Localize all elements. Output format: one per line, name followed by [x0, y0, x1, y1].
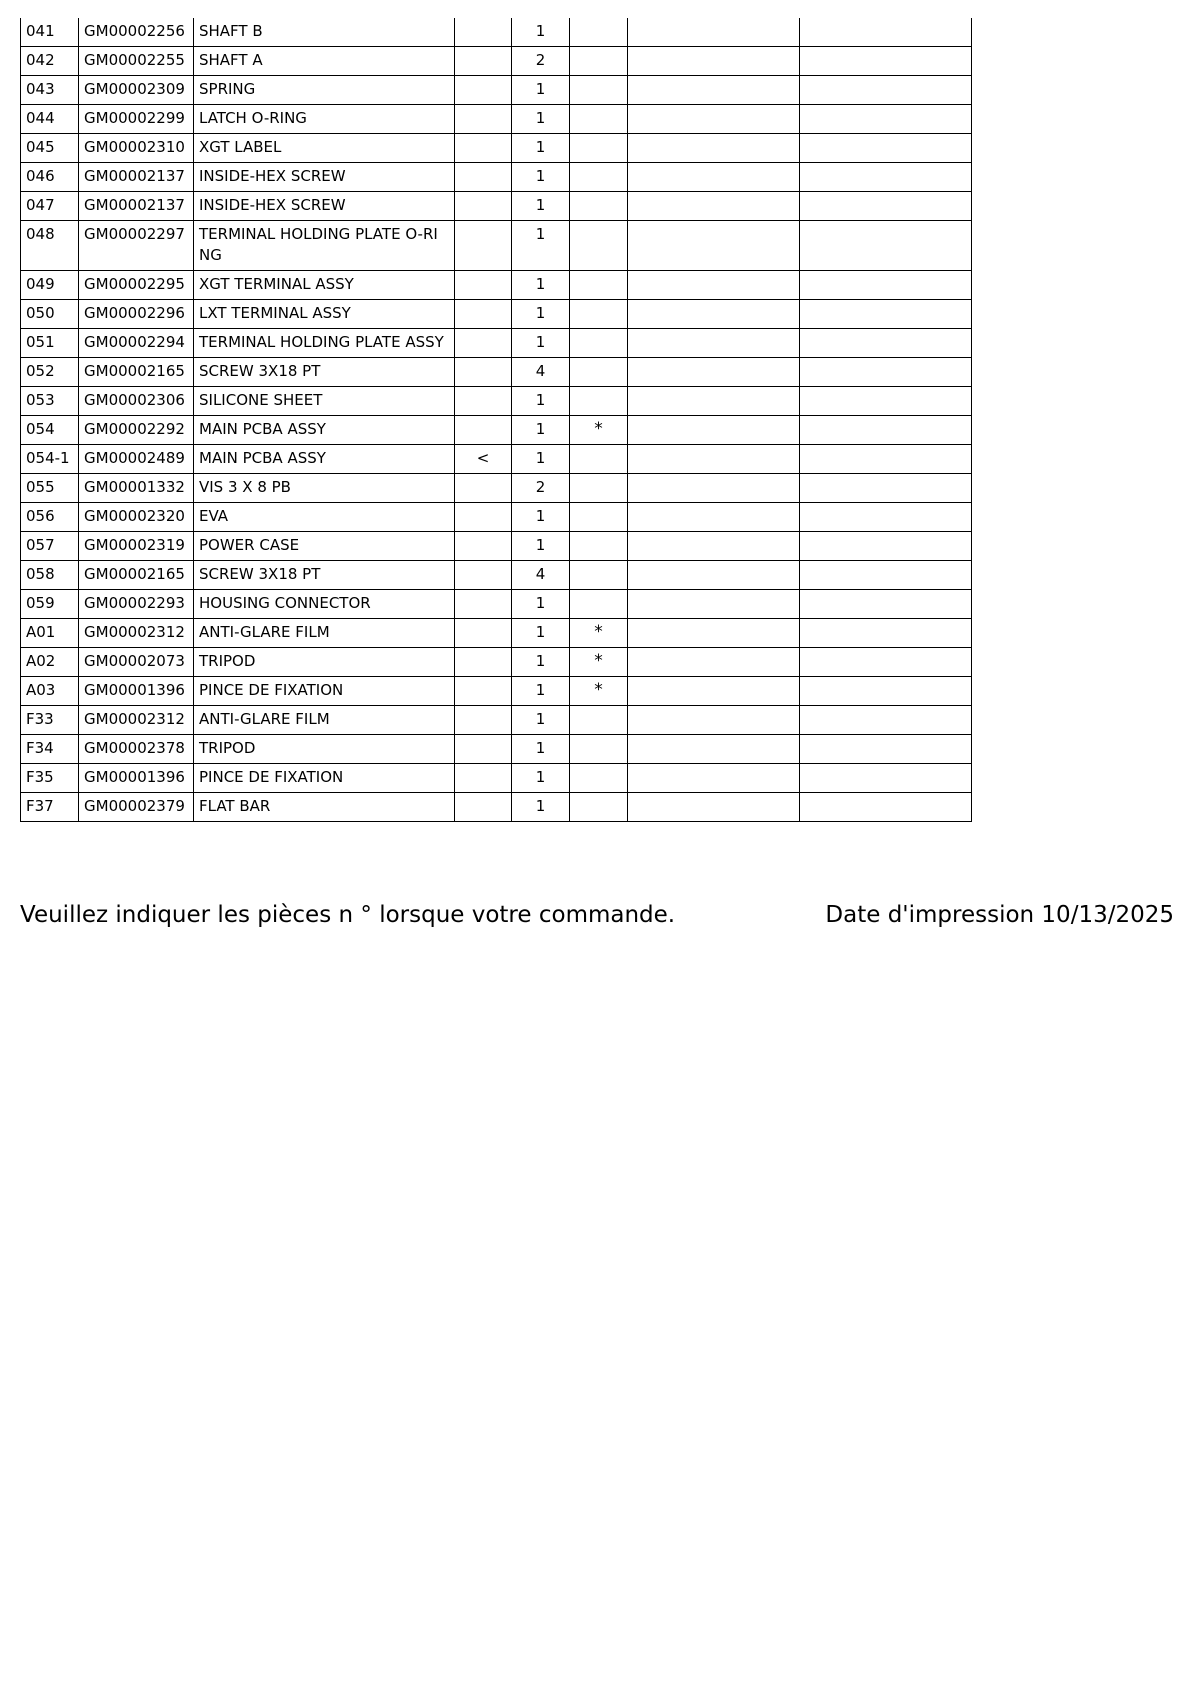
parts-list-table — [20, 18, 972, 822]
part-number-cell: 050 — [21, 300, 79, 329]
part-number-cell: 041 — [21, 18, 79, 47]
mark-cell — [570, 532, 628, 561]
table-row — [21, 387, 972, 416]
part-code-cell: GM00002306 — [79, 387, 194, 416]
blank-cell — [800, 532, 972, 561]
part-code-cell: GM00002312 — [79, 619, 194, 648]
mark-cell — [570, 445, 628, 474]
mark-cell: * — [570, 416, 628, 445]
part-number-cell: 044 — [21, 105, 79, 134]
substitution-cell — [455, 532, 512, 561]
quantity-cell: 1 — [512, 445, 570, 474]
part-code-cell: GM00002292 — [79, 416, 194, 445]
quantity-cell: 1 — [512, 163, 570, 192]
blank-cell — [628, 134, 800, 163]
blank-cell — [628, 532, 800, 561]
part-description-cell: ANTI-GLARE FILM — [194, 706, 455, 735]
part-description-cell: SPRING — [194, 76, 455, 105]
blank-cell — [628, 561, 800, 590]
substitution-cell — [455, 590, 512, 619]
quantity-cell: 1 — [512, 764, 570, 793]
quantity-cell: 2 — [512, 47, 570, 76]
blank-cell — [628, 271, 800, 300]
mark-cell — [570, 474, 628, 503]
mark-cell — [570, 105, 628, 134]
blank-cell — [800, 18, 972, 47]
blank-cell — [800, 445, 972, 474]
substitution-cell — [455, 329, 512, 358]
quantity-cell: 4 — [512, 358, 570, 387]
quantity-cell: 1 — [512, 134, 570, 163]
part-description-cell: SILICONE SHEET — [194, 387, 455, 416]
print-date: Date d'impression 10/13/2025 — [825, 902, 1174, 928]
blank-cell — [800, 706, 972, 735]
substitution-cell — [455, 561, 512, 590]
table-row — [21, 221, 972, 271]
mark-cell — [570, 503, 628, 532]
substitution-cell — [455, 387, 512, 416]
quantity-cell: 1 — [512, 793, 570, 822]
quantity-cell: 1 — [512, 590, 570, 619]
mark-cell — [570, 192, 628, 221]
blank-cell — [800, 192, 972, 221]
table-row — [21, 764, 972, 793]
quantity-cell: 1 — [512, 677, 570, 706]
blank-cell — [628, 648, 800, 677]
part-code-cell: GM00002073 — [79, 648, 194, 677]
quantity-cell: 1 — [512, 18, 570, 47]
mark-cell — [570, 134, 628, 163]
substitution-cell — [455, 300, 512, 329]
mark-cell — [570, 76, 628, 105]
part-number-cell: 052 — [21, 358, 79, 387]
substitution-cell — [455, 503, 512, 532]
mark-cell — [570, 793, 628, 822]
part-description-cell: TERMINAL HOLDING PLATE O-RING — [194, 221, 455, 271]
substitution-cell — [455, 163, 512, 192]
blank-cell — [628, 18, 800, 47]
part-code-cell: GM00001396 — [79, 677, 194, 706]
substitution-cell — [455, 793, 512, 822]
part-number-cell: 046 — [21, 163, 79, 192]
quantity-cell: 1 — [512, 271, 570, 300]
blank-cell — [628, 358, 800, 387]
table-row — [21, 105, 972, 134]
part-code-cell: GM00002255 — [79, 47, 194, 76]
mark-cell — [570, 221, 628, 271]
substitution-cell — [455, 474, 512, 503]
table-row — [21, 134, 972, 163]
part-number-cell: 049 — [21, 271, 79, 300]
part-code-cell: GM00002320 — [79, 503, 194, 532]
part-number-cell: 053 — [21, 387, 79, 416]
blank-cell — [800, 474, 972, 503]
blank-cell — [628, 47, 800, 76]
part-number-cell: 047 — [21, 192, 79, 221]
part-description-cell: INSIDE-HEX SCREW — [194, 163, 455, 192]
blank-cell — [800, 163, 972, 192]
blank-cell — [628, 735, 800, 764]
blank-cell — [628, 300, 800, 329]
part-code-cell: GM00002137 — [79, 192, 194, 221]
quantity-cell: 1 — [512, 735, 570, 764]
part-code-cell: GM00002489 — [79, 445, 194, 474]
table-row — [21, 47, 972, 76]
part-description-cell: PINCE DE FIXATION — [194, 764, 455, 793]
table-row — [21, 706, 972, 735]
blank-cell — [628, 329, 800, 358]
mark-cell: * — [570, 648, 628, 677]
part-number-cell: 045 — [21, 134, 79, 163]
table-row — [21, 590, 972, 619]
blank-cell — [800, 300, 972, 329]
blank-cell — [800, 735, 972, 764]
blank-cell — [800, 134, 972, 163]
mark-cell — [570, 271, 628, 300]
table-row — [21, 445, 972, 474]
table-row — [21, 735, 972, 764]
substitution-cell — [455, 192, 512, 221]
part-code-cell: GM00002256 — [79, 18, 194, 47]
table-row — [21, 648, 972, 677]
parts-list-body — [21, 18, 972, 822]
table-row — [21, 329, 972, 358]
blank-cell — [800, 329, 972, 358]
table-row — [21, 503, 972, 532]
part-code-cell: GM00002293 — [79, 590, 194, 619]
part-number-cell: F35 — [21, 764, 79, 793]
blank-cell — [628, 76, 800, 105]
blank-cell — [628, 793, 800, 822]
quantity-cell: 1 — [512, 76, 570, 105]
quantity-cell: 2 — [512, 474, 570, 503]
part-code-cell: GM00002137 — [79, 163, 194, 192]
blank-cell — [628, 503, 800, 532]
table-row — [21, 677, 972, 706]
blank-cell — [800, 677, 972, 706]
blank-cell — [800, 764, 972, 793]
part-code-cell: GM00002379 — [79, 793, 194, 822]
blank-cell — [628, 764, 800, 793]
quantity-cell: 1 — [512, 619, 570, 648]
blank-cell — [800, 503, 972, 532]
blank-cell — [628, 387, 800, 416]
part-number-cell: F37 — [21, 793, 79, 822]
quantity-cell: 1 — [512, 503, 570, 532]
part-description-cell: SHAFT B — [194, 18, 455, 47]
table-row — [21, 416, 972, 445]
quantity-cell: 1 — [512, 329, 570, 358]
part-description-cell: TERMINAL HOLDING PLATE ASSY — [194, 329, 455, 358]
mark-cell: * — [570, 619, 628, 648]
substitution-cell — [455, 416, 512, 445]
blank-cell — [628, 192, 800, 221]
part-description-cell: SHAFT A — [194, 47, 455, 76]
substitution-cell — [455, 764, 512, 793]
part-number-cell: F33 — [21, 706, 79, 735]
blank-cell — [800, 793, 972, 822]
quantity-cell: 1 — [512, 192, 570, 221]
table-row — [21, 192, 972, 221]
blank-cell — [628, 416, 800, 445]
mark-cell — [570, 163, 628, 192]
blank-cell — [628, 445, 800, 474]
table-row — [21, 474, 972, 503]
mark-cell — [570, 329, 628, 358]
part-code-cell: GM00001332 — [79, 474, 194, 503]
part-description-cell: PINCE DE FIXATION — [194, 677, 455, 706]
part-code-cell: GM00002297 — [79, 221, 194, 271]
part-description-cell: INSIDE-HEX SCREW — [194, 192, 455, 221]
blank-cell — [628, 619, 800, 648]
part-number-cell: 054-1 — [21, 445, 79, 474]
blank-cell — [800, 561, 972, 590]
part-number-cell: A03 — [21, 677, 79, 706]
substitution-cell — [455, 677, 512, 706]
part-code-cell: GM00002295 — [79, 271, 194, 300]
mark-cell — [570, 18, 628, 47]
part-number-cell: 054 — [21, 416, 79, 445]
part-code-cell: GM00001396 — [79, 764, 194, 793]
mark-cell — [570, 590, 628, 619]
part-number-cell: 043 — [21, 76, 79, 105]
mark-cell — [570, 47, 628, 76]
part-number-cell: 048 — [21, 221, 79, 271]
table-row — [21, 358, 972, 387]
blank-cell — [800, 221, 972, 271]
part-code-cell: GM00002299 — [79, 105, 194, 134]
blank-cell — [628, 221, 800, 271]
part-number-cell: 056 — [21, 503, 79, 532]
part-number-cell: 057 — [21, 532, 79, 561]
quantity-cell: 1 — [512, 706, 570, 735]
mark-cell — [570, 387, 628, 416]
part-description-cell: SCREW 3X18 PT — [194, 358, 455, 387]
blank-cell — [800, 105, 972, 134]
part-code-cell: GM00002165 — [79, 358, 194, 387]
blank-cell — [800, 271, 972, 300]
blank-cell — [628, 590, 800, 619]
substitution-cell — [455, 358, 512, 387]
substitution-cell — [455, 221, 512, 271]
part-number-cell: 058 — [21, 561, 79, 590]
substitution-cell — [455, 648, 512, 677]
substitution-cell — [455, 18, 512, 47]
order-instruction-note: Veuillez indiquer les pièces n ° lorsque votre commande. — [20, 902, 676, 928]
part-number-cell: F34 — [21, 735, 79, 764]
quantity-cell: 1 — [512, 532, 570, 561]
blank-cell — [628, 677, 800, 706]
part-code-cell: GM00002319 — [79, 532, 194, 561]
part-description-cell: MAIN PCBA ASSY — [194, 416, 455, 445]
part-description-cell: VIS 3 X 8 PB — [194, 474, 455, 503]
quantity-cell: 1 — [512, 105, 570, 134]
part-number-cell: 055 — [21, 474, 79, 503]
blank-cell — [628, 706, 800, 735]
part-description-cell: POWER CASE — [194, 532, 455, 561]
part-code-cell: GM00002378 — [79, 735, 194, 764]
substitution-cell — [455, 619, 512, 648]
mark-cell — [570, 706, 628, 735]
part-description-cell: XGT LABEL — [194, 134, 455, 163]
quantity-cell: 1 — [512, 648, 570, 677]
part-description-cell: TRIPOD — [194, 648, 455, 677]
substitution-cell — [455, 735, 512, 764]
part-description-cell: SCREW 3X18 PT — [194, 561, 455, 590]
blank-cell — [800, 76, 972, 105]
blank-cell — [800, 590, 972, 619]
part-description-cell: HOUSING CONNECTOR — [194, 590, 455, 619]
table-row — [21, 271, 972, 300]
blank-cell — [800, 416, 972, 445]
quantity-cell: 1 — [512, 387, 570, 416]
blank-cell — [628, 105, 800, 134]
substitution-cell — [455, 706, 512, 735]
part-description-cell: XGT TERMINAL ASSY — [194, 271, 455, 300]
blank-cell — [800, 387, 972, 416]
blank-cell — [800, 47, 972, 76]
blank-cell — [628, 474, 800, 503]
table-row — [21, 300, 972, 329]
blank-cell — [800, 648, 972, 677]
blank-cell — [800, 619, 972, 648]
substitution-cell — [455, 271, 512, 300]
substitution-cell — [455, 76, 512, 105]
part-description-cell: EVA — [194, 503, 455, 532]
part-description-cell: LATCH O-RING — [194, 105, 455, 134]
part-number-cell: 042 — [21, 47, 79, 76]
quantity-cell: 1 — [512, 300, 570, 329]
substitution-cell — [455, 134, 512, 163]
mark-cell — [570, 561, 628, 590]
quantity-cell: 1 — [512, 416, 570, 445]
blank-cell — [800, 358, 972, 387]
substitution-cell: < — [455, 445, 512, 474]
table-row — [21, 532, 972, 561]
table-row — [21, 561, 972, 590]
part-code-cell: GM00002165 — [79, 561, 194, 590]
part-code-cell: GM00002310 — [79, 134, 194, 163]
table-row — [21, 793, 972, 822]
table-row — [21, 18, 972, 47]
part-description-cell: TRIPOD — [194, 735, 455, 764]
part-number-cell: 051 — [21, 329, 79, 358]
blank-cell — [628, 163, 800, 192]
mark-cell: * — [570, 677, 628, 706]
part-description-cell: ANTI-GLARE FILM — [194, 619, 455, 648]
quantity-cell: 1 — [512, 221, 570, 271]
part-code-cell: GM00002312 — [79, 706, 194, 735]
part-description-cell: FLAT BAR — [194, 793, 455, 822]
mark-cell — [570, 735, 628, 764]
part-code-cell: GM00002294 — [79, 329, 194, 358]
part-code-cell: GM00002309 — [79, 76, 194, 105]
table-row — [21, 619, 972, 648]
quantity-cell: 4 — [512, 561, 570, 590]
table-row — [21, 163, 972, 192]
part-code-cell: GM00002296 — [79, 300, 194, 329]
substitution-cell — [455, 105, 512, 134]
part-number-cell: A02 — [21, 648, 79, 677]
part-description-cell: MAIN PCBA ASSY — [194, 445, 455, 474]
part-number-cell: 059 — [21, 590, 79, 619]
mark-cell — [570, 358, 628, 387]
part-description-cell: LXT TERMINAL ASSY — [194, 300, 455, 329]
table-row — [21, 76, 972, 105]
substitution-cell — [455, 47, 512, 76]
part-number-cell: A01 — [21, 619, 79, 648]
mark-cell — [570, 764, 628, 793]
mark-cell — [570, 300, 628, 329]
